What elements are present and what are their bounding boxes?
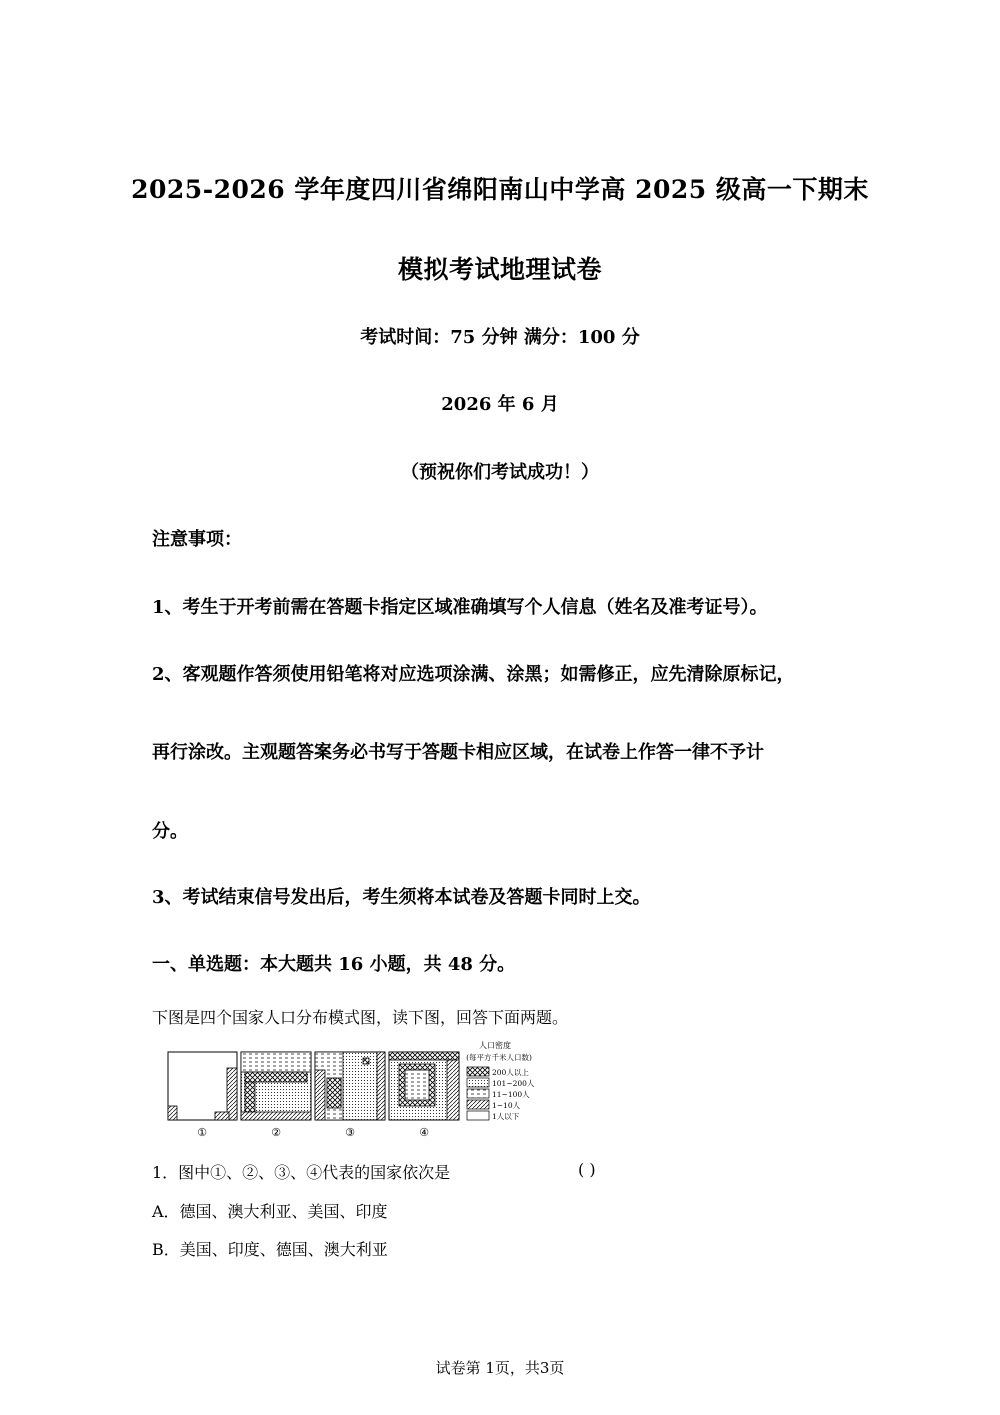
section-1-heading: 一、单选题：本大题共 16 小题，共 48 分。	[152, 954, 516, 975]
legend-swatch-2	[467, 1078, 489, 1087]
panel-label-2: ②	[271, 1126, 281, 1139]
legend-label-1: 200人以上	[492, 1068, 529, 1077]
legend-label-3: 11~100人	[492, 1090, 530, 1099]
page-footer: 试卷第 1页，共3页	[435, 1359, 565, 1377]
legend-label-2: 101~200人	[492, 1079, 535, 1088]
population-distribution-figure	[165, 1040, 560, 1140]
legend-swatch-3	[467, 1089, 489, 1098]
notice-item-2-line3: 分。	[152, 821, 188, 842]
figure-legend	[466, 1040, 535, 1121]
notice-item-1: 1、考生于开考前需在答题卡指定区域准确填写个人信息（姓名及准考证号）。	[152, 597, 768, 618]
panel-label-1: ①	[197, 1126, 207, 1139]
question-1-stem: 1．图中①、②、③、④代表的国家依次是	[152, 1163, 451, 1182]
notice-item-2-line1: 2、客观题作答须使用铅笔将对应选项涂满、涂黑；如需修正，应先清除原标记，	[152, 664, 795, 685]
legend-swatch-1	[467, 1067, 489, 1076]
legend-label-4: 1~10人	[492, 1101, 521, 1110]
figure-panel-3	[315, 1052, 385, 1120]
question-1-answer-blank: ( )	[578, 1160, 596, 1179]
exam-date: 2026 年 6 月	[441, 394, 559, 415]
figure-panel-4	[389, 1052, 459, 1120]
question-1-option-b: B．美国、印度、德国、澳大利亚	[152, 1240, 388, 1259]
legend-title: 人口密度	[479, 1041, 511, 1050]
notice-item-3: 3、考试结束信号发出后，考生须将本试卷及答题卡同时上交。	[152, 887, 651, 908]
notice-item-2-line2: 再行涂改。主观题答案务必书写于答题卡相应区域，在试卷上作答一律不予计	[152, 742, 764, 763]
section-1-intro: 下图是四个国家人口分布模式图，读下图，回答下面两题。	[152, 1008, 569, 1027]
legend-subtitle: (每平方千米人口数)	[466, 1053, 532, 1062]
exam-wish: （预祝你们考试成功！）	[401, 462, 599, 483]
exam-info: 考试时间：75 分钟 满分：100 分	[360, 327, 640, 348]
panel-label-3: ③	[345, 1126, 355, 1139]
legend-swatch-4	[467, 1100, 489, 1109]
legend-swatch-5	[467, 1111, 489, 1120]
legend-label-5: 1人以下	[492, 1112, 520, 1121]
panel-label-4: ④	[419, 1126, 429, 1139]
figure-panel-2	[241, 1052, 311, 1120]
exam-title-line2: 模拟考试地理试卷	[397, 255, 602, 284]
figure-panel-1	[168, 1052, 237, 1120]
exam-title-line1: 2025-2026 学年度四川省绵阳南山中学高 2025 级高一下期末	[131, 175, 869, 204]
question-1-option-a: A．德国、澳大利亚、美国、印度	[152, 1202, 388, 1221]
notice-heading: 注意事项：	[152, 529, 242, 550]
